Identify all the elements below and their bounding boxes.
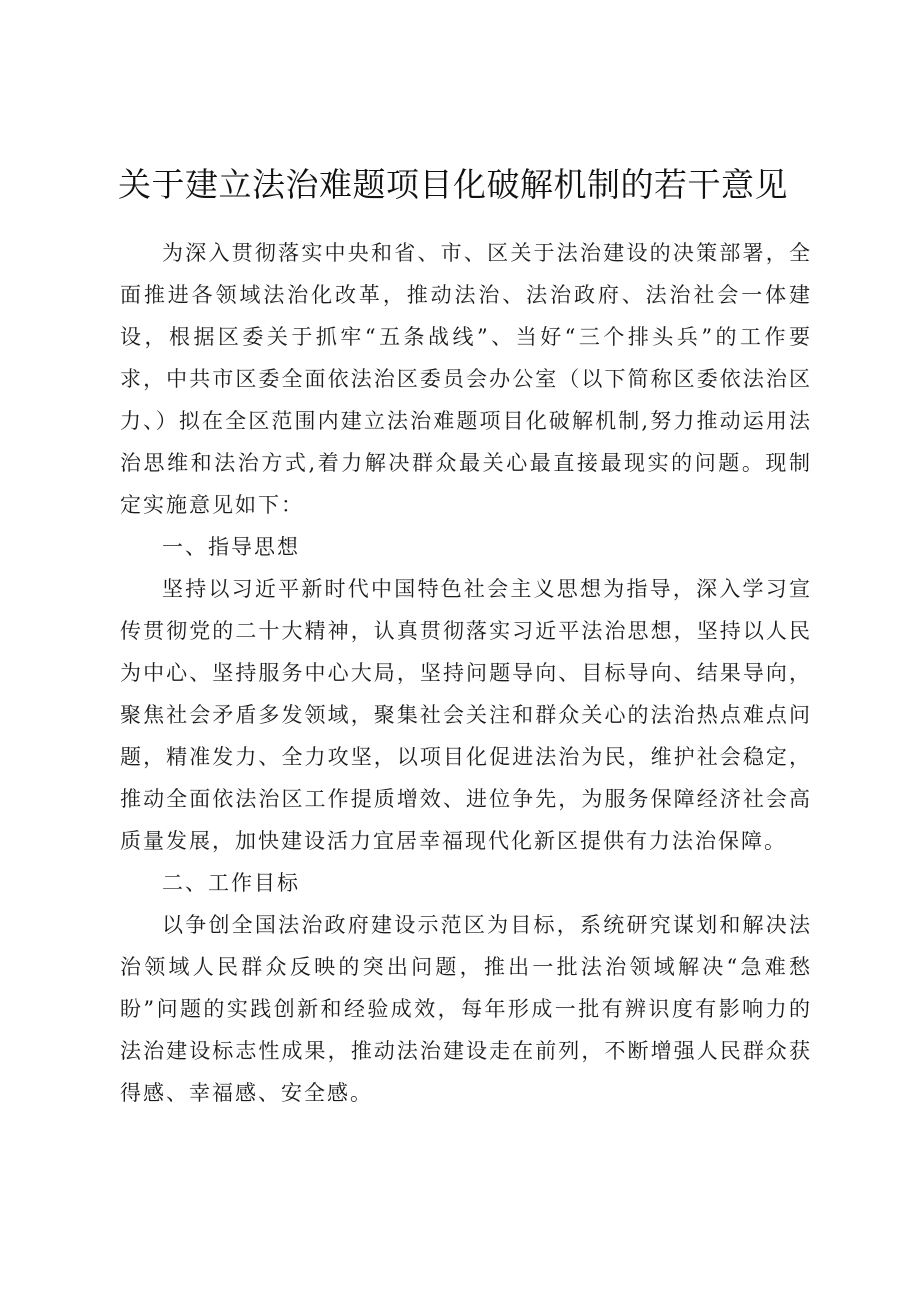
- document-title: 关于建立法治难题项目化破解机制的若干意见: [118, 165, 788, 204]
- guiding-ideology-paragraph: 坚持以习近平新时代中国特色社会主义思想为指导，深入学习宣传贯彻党的二十大精神，认真贯彻落实习近平法治思想，坚持以人民为中心、坚持服务中心大局，坚持问题导向、目标导向、结果导向，聚焦社会矛盾多发领域，聚集社会关注和群众关心的法治热点难点问题，精准发力、全力攻坚，以项目化促进法治为民，维护社会稳定，推动全面依法治区工作提质增效、进位争先，为服务保障经济社会高质量发展，加快建设活力宜居幸福现代化新区提供有力法治保障。: [120, 577, 812, 853]
- section-heading-guiding-ideology: 一、指导思想: [162, 535, 300, 559]
- intro-paragraph: 为深入贯彻落实中央和省、市、区关于法治建设的决策部署，全面推进各领域法治化改革，推动法治、法治政府、法治社会一体建设，根据区委关于抓牢“五条战线”、当好“三个排头兵”的工作要求，中共市区委全面依法治区委员会办公室（以下简称区委依法治区力、）拟在全区范围内建立法治难题项目化破解机制,努力推动运用法治思维和法治方式,着力解决群众最关心最直接最现实的问题。现制定实施意见如下：: [120, 241, 812, 517]
- section-heading-work-goals: 二、工作目标: [162, 871, 300, 895]
- document-body: [120, 232, 812, 1114]
- work-goals-paragraph: 以争创全国法治政府建设示范区为目标，系统研究谋划和解决法治领域人民群众反映的突出问题，推出一批法治领域解决“急难愁盼”问题的实践创新和经验成效，每年形成一批有辨识度有影响力的法治建设标志性成果，推动法治建设走在前列，不断增强人民群众获得感、幸福感、安全感。: [120, 913, 812, 1105]
